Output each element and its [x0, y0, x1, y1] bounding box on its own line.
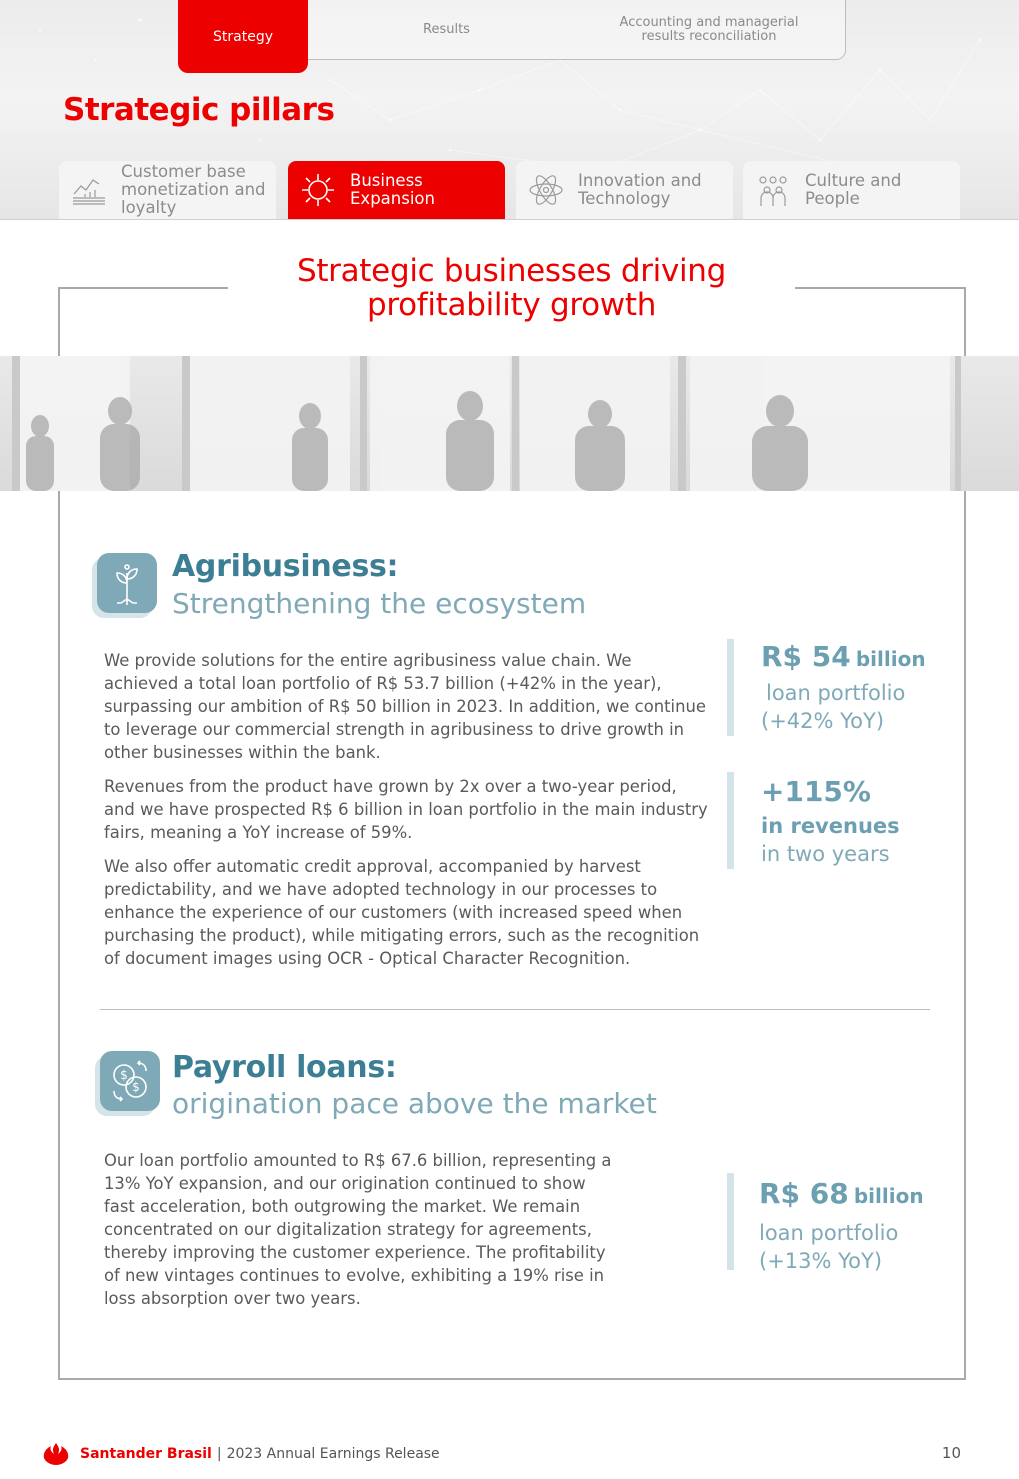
svg-text:$: $ [120, 1068, 128, 1082]
kpi-value: +115% [761, 775, 871, 808]
chart-icon [71, 172, 107, 208]
kpi-label: loan portfolio [766, 681, 906, 705]
kpi-value: R$ 54 [761, 640, 851, 673]
office-photo [0, 356, 1019, 491]
pillar-tab-business-expansion[interactable] [288, 161, 505, 219]
paragraph: We provide solutions for the entire agribusiness value chain. We achieved a total loan portfolio of R$ 53.7 billion (+42% in the year), surpassing our ambition of R$ 50 billion in 2023. In addition, we continue to leverage our commercial strength in agribusiness to drive growth in other businesses within the bank. [104, 651, 706, 762]
pillar-tab-customer-base[interactable] [59, 161, 276, 219]
office-photo-graphic [0, 356, 1019, 491]
frame-border [795, 287, 966, 289]
payroll-body [104, 1149, 620, 1321]
pillar-tab-culture[interactable] [743, 161, 960, 219]
kpi-unit: billion [853, 1184, 924, 1208]
kpi-label: loan portfolio [759, 1221, 899, 1245]
payroll-subtitle: origination pace above the market [172, 1087, 657, 1120]
pillar-tab-innovation[interactable] [516, 161, 733, 219]
agribusiness-subtitle: Strengthening the ecosystem [172, 587, 587, 620]
footer [42, 1440, 440, 1468]
kpi-period: in two years [761, 842, 890, 866]
money-exchange-icon [100, 1051, 160, 1111]
footer-separator: | [216, 1446, 222, 1462]
kpi-value: R$ 68 [759, 1177, 849, 1210]
page-title: Strategic pillars [63, 92, 335, 128]
paragraph: Our loan portfolio amounted to R$ 67.6 billion, representing a 13% YoY expansion, and our origination continued to show fast acceleration, both outgrowing the market. We remain concentrated on our digitalization strategy for agreements, thereby improving the customer experience. The profitability of new vintages continues to evolve, exhibiting a 19% rise in loss absorption over two years. [104, 1151, 612, 1308]
tab-strategy[interactable]: Strategy [178, 0, 308, 73]
tab-reconciliation[interactable]: Accounting and managerial results reconciliation [619, 15, 799, 44]
kpi-label: in revenues [761, 814, 900, 838]
expansion-icon [300, 172, 336, 208]
plant-icon [97, 553, 157, 613]
agribusiness-body [104, 649, 708, 981]
top-navigation [178, 0, 846, 60]
svg-text:$: $ [132, 1080, 140, 1094]
section-heading: Strategic businesses driving profitability growth [296, 253, 727, 323]
kpi-revenues [727, 772, 947, 869]
kpi-change: (+13% YoY) [759, 1249, 883, 1273]
pillar-label: Customer base monetization and loyalty [121, 162, 266, 217]
atom-icon [528, 172, 564, 208]
paragraph: We also offer automatic credit approval, accompanied by harvest predictability, and we have adopted technology in our processes to enhance the experience of our customers (with increased speed when purchasing the product), while mitigating errors, such as the recognition of document images using OCR - Optical Character Recognition. [104, 857, 700, 968]
pillar-label: Culture and People [805, 171, 902, 208]
paragraph: Revenues from the product have grown by 2x over a two-year period, and we have prospected R$ 6 billion in loan portfolio in the main industry fairs, meaning a YoY increase of 59%. [104, 777, 708, 842]
payroll-title: Payroll loans: [172, 1050, 397, 1085]
page-number: 10 [941, 1444, 961, 1462]
footer-brand: Santander Brasil [80, 1446, 212, 1462]
people-icon [755, 172, 791, 208]
tab-results[interactable]: Results [423, 22, 470, 37]
agribusiness-title: Agribusiness: [172, 549, 399, 584]
pillar-label: Business Expansion [350, 171, 435, 208]
footer-document-title: 2023 Annual Earnings Release [226, 1446, 440, 1462]
kpi-change: (+42% YoY) [761, 709, 885, 733]
kpi-loan-portfolio [727, 639, 947, 736]
santander-flame-logo [42, 1442, 70, 1466]
frame-border [58, 287, 228, 289]
kpi-payroll-portfolio [727, 1173, 947, 1273]
section-divider [100, 1009, 930, 1010]
pillar-label: Innovation and Technology [578, 171, 702, 208]
kpi-unit: billion [855, 647, 926, 671]
